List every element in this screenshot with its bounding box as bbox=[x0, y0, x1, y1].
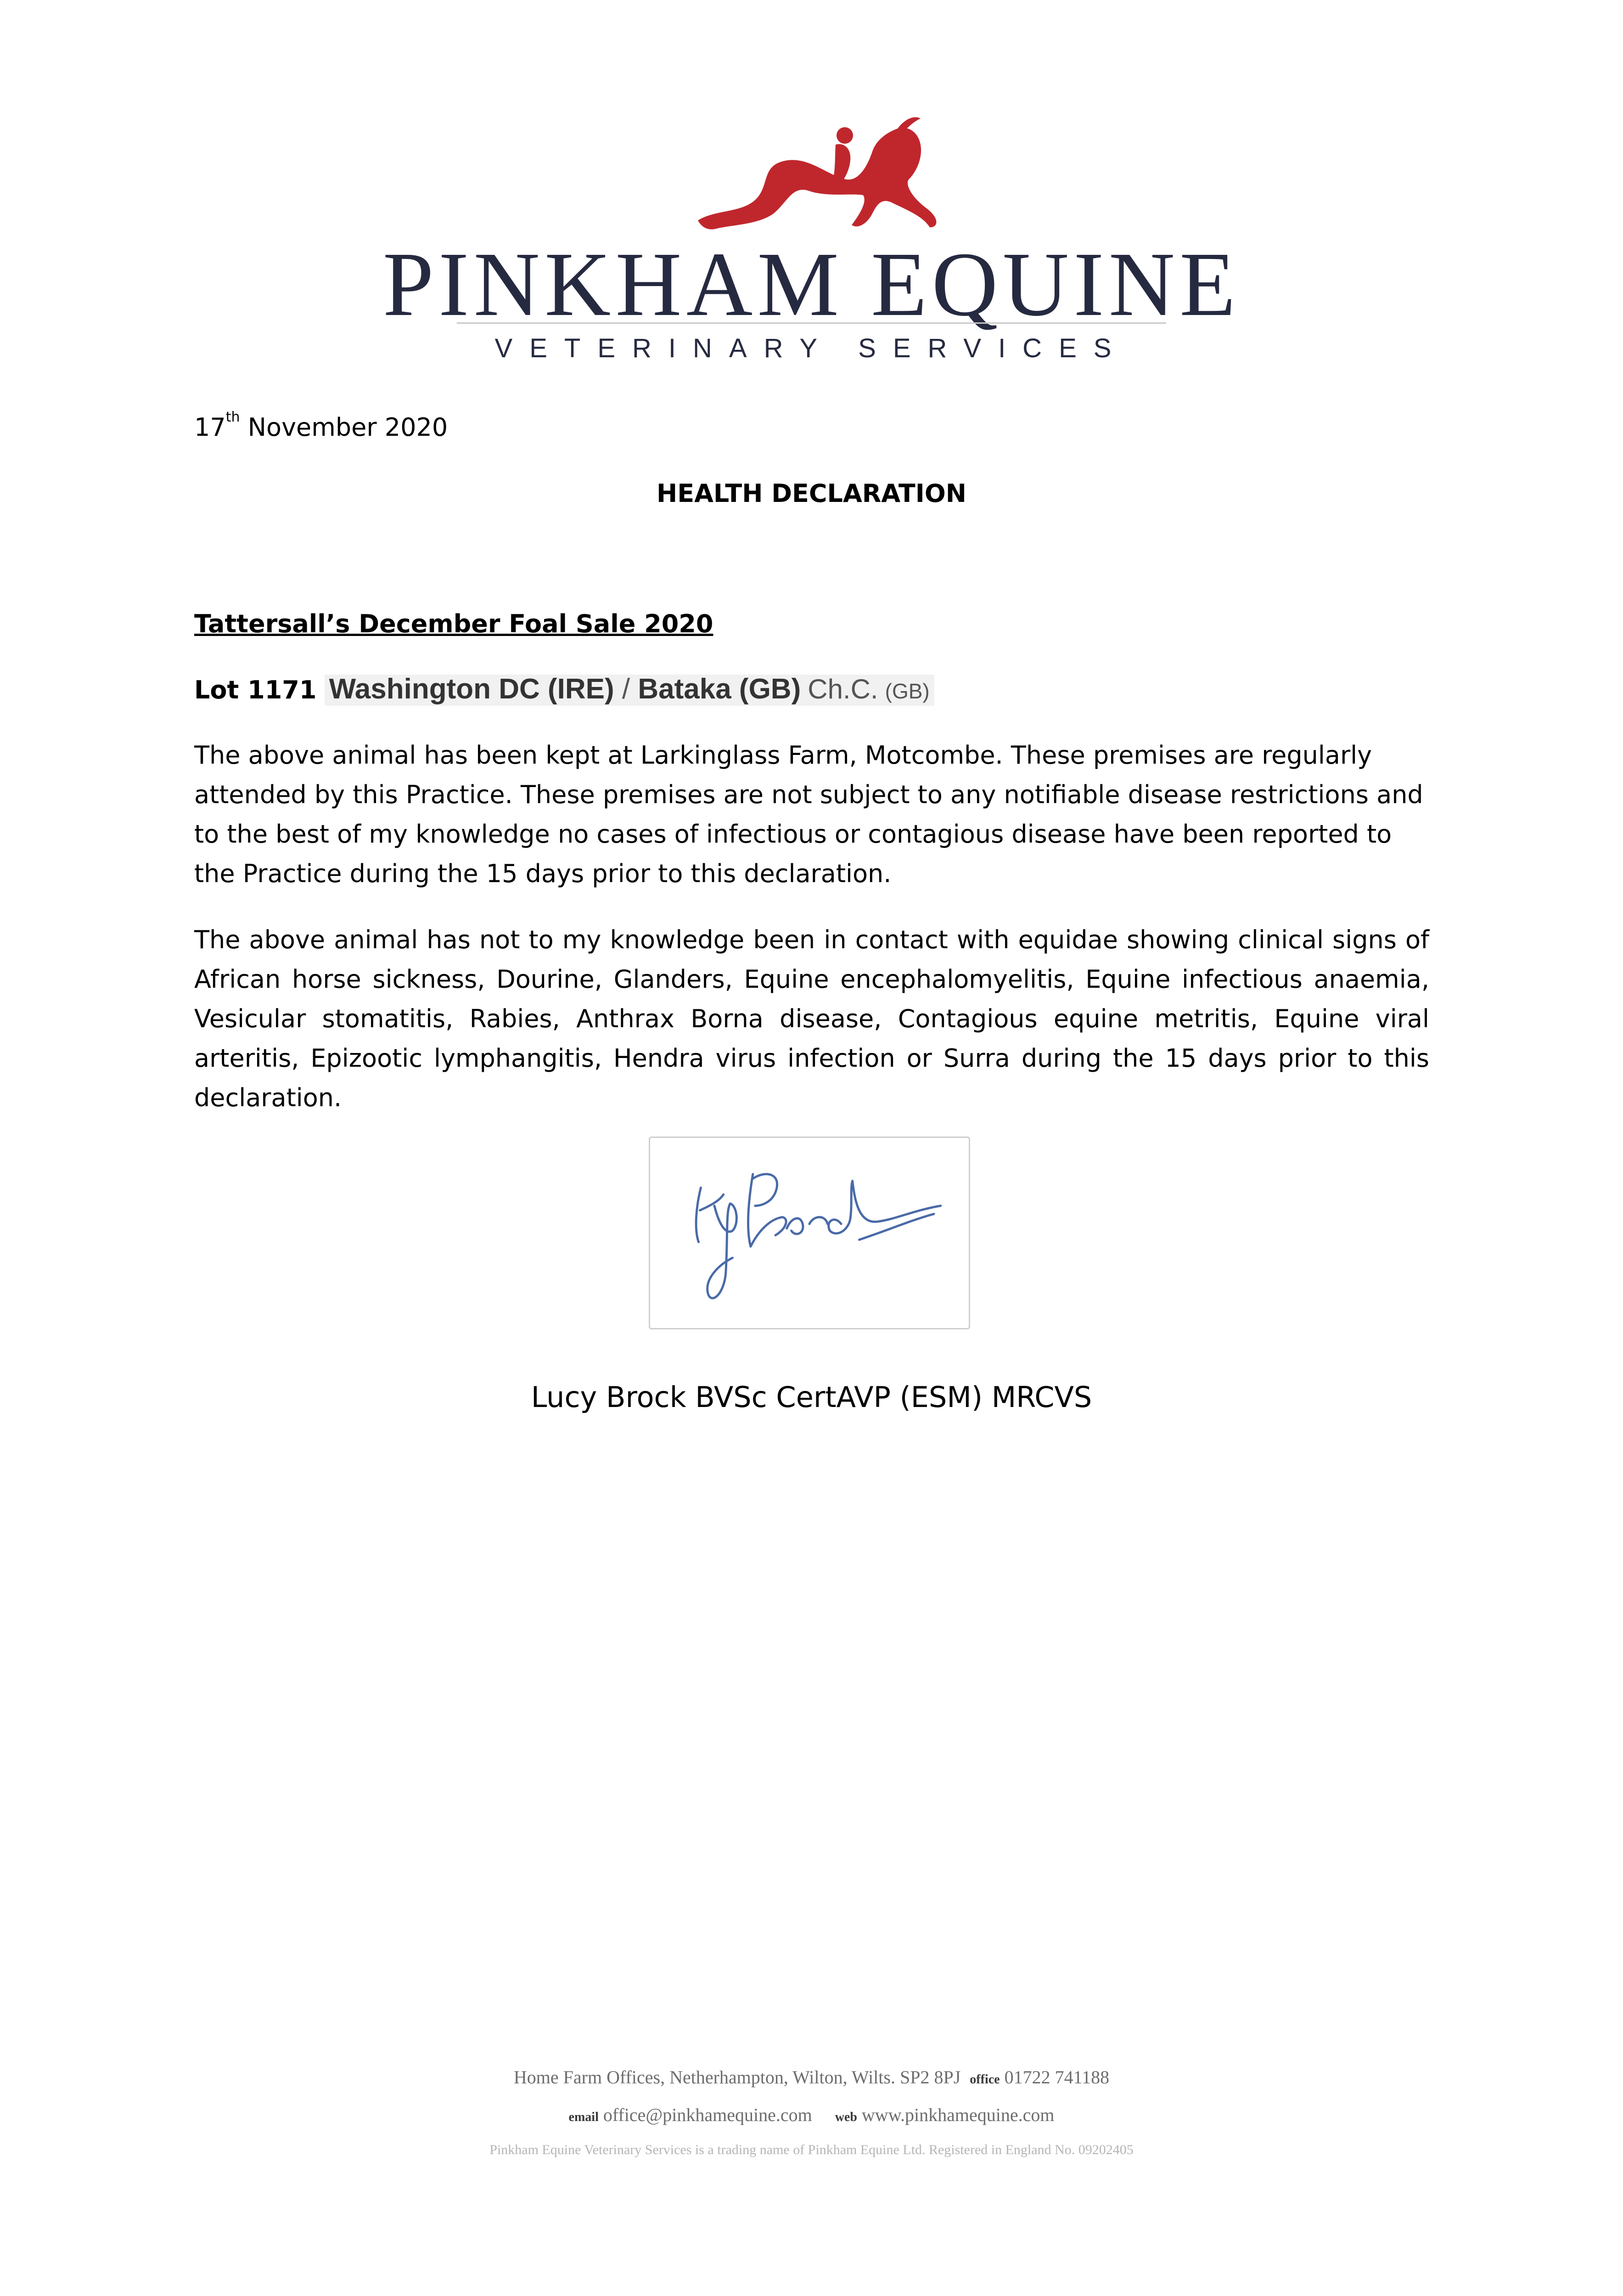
signature-box bbox=[649, 1137, 970, 1329]
horse-origin: (GB) bbox=[885, 679, 930, 703]
logo-divider bbox=[457, 322, 1166, 324]
lot-line bbox=[194, 670, 934, 711]
footer-contact-line bbox=[0, 2104, 1623, 2126]
handwritten-signature bbox=[650, 1138, 969, 1328]
footer-email-label: email bbox=[568, 2110, 599, 2124]
signatory-name: Lucy Brock BVSc CertAVP (ESM) MRCVS bbox=[531, 1380, 1092, 1414]
lot-label: Lot 1171 bbox=[194, 675, 317, 704]
sale-title: Tattersall’s December Foal Sale 2020 bbox=[194, 609, 713, 638]
letter-date bbox=[194, 408, 448, 447]
declaration-paragraph-premises: The above animal has been kept at Larkinglass Farm, Motcombe. These premises are regularly attended by this Practice. These premises are not subject to any notifiable disease restrictions and to the best of my knowledge no cases of infectious or contagious disease have been reported to the Practice during the 15 days prior to this declaration. bbox=[194, 741, 1423, 888]
sire-name: Washington DC (IRE) bbox=[329, 673, 614, 705]
document-heading: HEALTH DECLARATION bbox=[657, 479, 966, 508]
footer-address-line bbox=[0, 2066, 1623, 2088]
date-rest: November 2020 bbox=[240, 413, 448, 442]
footer-office-phone: 01722 741188 bbox=[1004, 2067, 1110, 2088]
declaration-paragraph-contact: The above animal has not to my knowledge been in contact with equidae showing clinical signs of African horse sickness, Dourine, Glanders, Equine encephalomyelitis, Equine infectious anaemia, Vesicular stomatitis, Rabies, Anthrax Borna disease, Contagious equine metritis, Equine viral arteritis, Epizootic lymphangitis, Hendra virus infection or Surra during the 15 days prior to this declaration. bbox=[194, 925, 1429, 1112]
dam-name: Bataka (GB) bbox=[638, 673, 801, 705]
footer-email[interactable]: office@pinkhamequine.com bbox=[603, 2105, 812, 2125]
footer-address: Home Farm Offices, Netherhampton, Wilton, Wilts. SP2 8PJ bbox=[513, 2067, 961, 2088]
brand-name: PINKHAM EQUINE bbox=[382, 234, 1241, 335]
brand-subtitle: VETERINARY SERVICES bbox=[494, 333, 1129, 363]
horse-colour: Ch.C. bbox=[808, 674, 878, 704]
horse-pedigree bbox=[325, 675, 934, 706]
footer-office-label: office bbox=[970, 2072, 1000, 2087]
date-day: 17 bbox=[194, 413, 226, 442]
date-suffix: th bbox=[225, 409, 240, 425]
footer-web[interactable]: www.pinkhamequine.com bbox=[861, 2105, 1055, 2125]
footer-web-label: web bbox=[835, 2110, 857, 2124]
footer-legal: Pinkham Equine Veterinary Services is a trading name of Pinkham Equine Ltd. Registered in England No. 09202405 bbox=[489, 2142, 1134, 2157]
pedigree-separator: / bbox=[614, 673, 638, 705]
